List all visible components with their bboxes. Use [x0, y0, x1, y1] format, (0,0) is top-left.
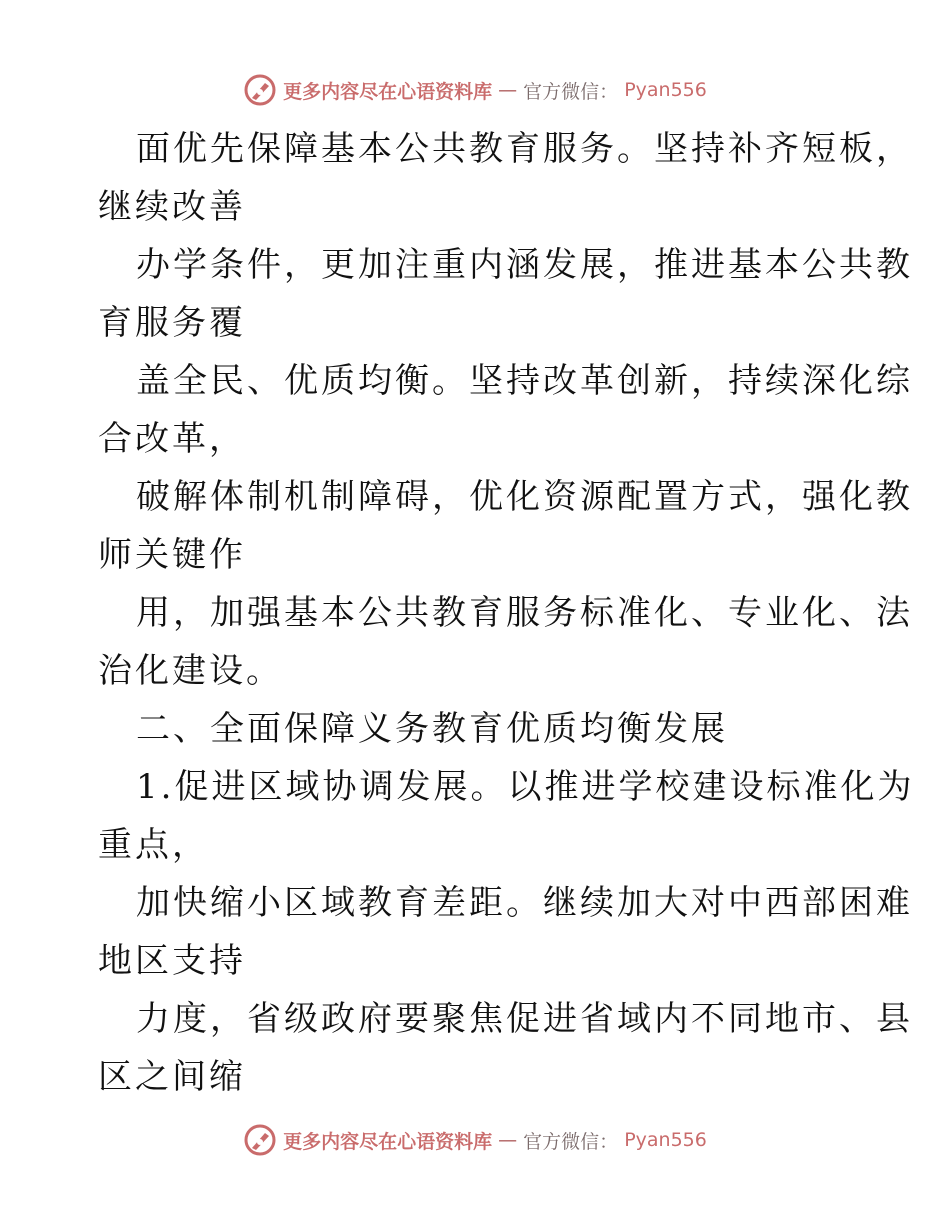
text-line: 育服务覆	[98, 303, 246, 343]
text-line: 合改革，	[98, 419, 246, 459]
wechat-id: Pyan556	[624, 1129, 707, 1151]
text-line: 加快缩小区域教育差距。继续加大对中西部困难	[136, 883, 913, 923]
brand-separator: —	[498, 79, 518, 101]
text-line: 力度，省级政府要聚焦促进省域内不同地市、县	[136, 999, 913, 1039]
text-line: 破解体制机制障碍，优化资源配置方式，强化教	[136, 477, 913, 517]
brand-watermark	[243, 73, 707, 107]
wechat-label: 官方微信：	[523, 80, 619, 103]
text-line: 治化建设。	[98, 651, 283, 691]
text-line: 盖全民、优质均衡。坚持改革创新，持续深化综	[136, 361, 913, 401]
brand-separator: —	[498, 1129, 518, 1151]
text-line: 用，加强基本公共教育服务标准化、专业化、法	[136, 593, 913, 633]
text-line: 区之间缩	[98, 1057, 246, 1097]
brand-name: 更多内容尽在心语资料库	[283, 1130, 493, 1153]
document-body	[98, 120, 915, 1106]
section-heading: 二、全面保障义务教育优质均衡发展	[136, 709, 728, 749]
pen-nib-logo-icon	[243, 73, 277, 107]
text-line: 重点，	[98, 825, 209, 865]
page-footer-watermark	[0, 1120, 950, 1160]
brand-name: 更多内容尽在心语资料库	[283, 80, 493, 103]
text-line: 继续改善	[98, 187, 246, 227]
text-line: 1.促进区域协调发展。以推进学校建设标准化为	[136, 767, 915, 807]
wechat-id: Pyan556	[624, 79, 707, 101]
page-header-watermark	[0, 70, 950, 110]
text-line: 面优先保障基本公共教育服务。坚持补齐短板，	[136, 129, 913, 169]
text-line: 地区支持	[98, 941, 246, 981]
text-line: 办学条件，更加注重内涵发展，推进基本公共教	[136, 245, 913, 285]
brand-watermark	[243, 1123, 707, 1157]
text-line: 师关键作	[98, 535, 246, 575]
wechat-label: 官方微信：	[523, 1130, 619, 1153]
pen-nib-logo-icon	[243, 1123, 277, 1157]
